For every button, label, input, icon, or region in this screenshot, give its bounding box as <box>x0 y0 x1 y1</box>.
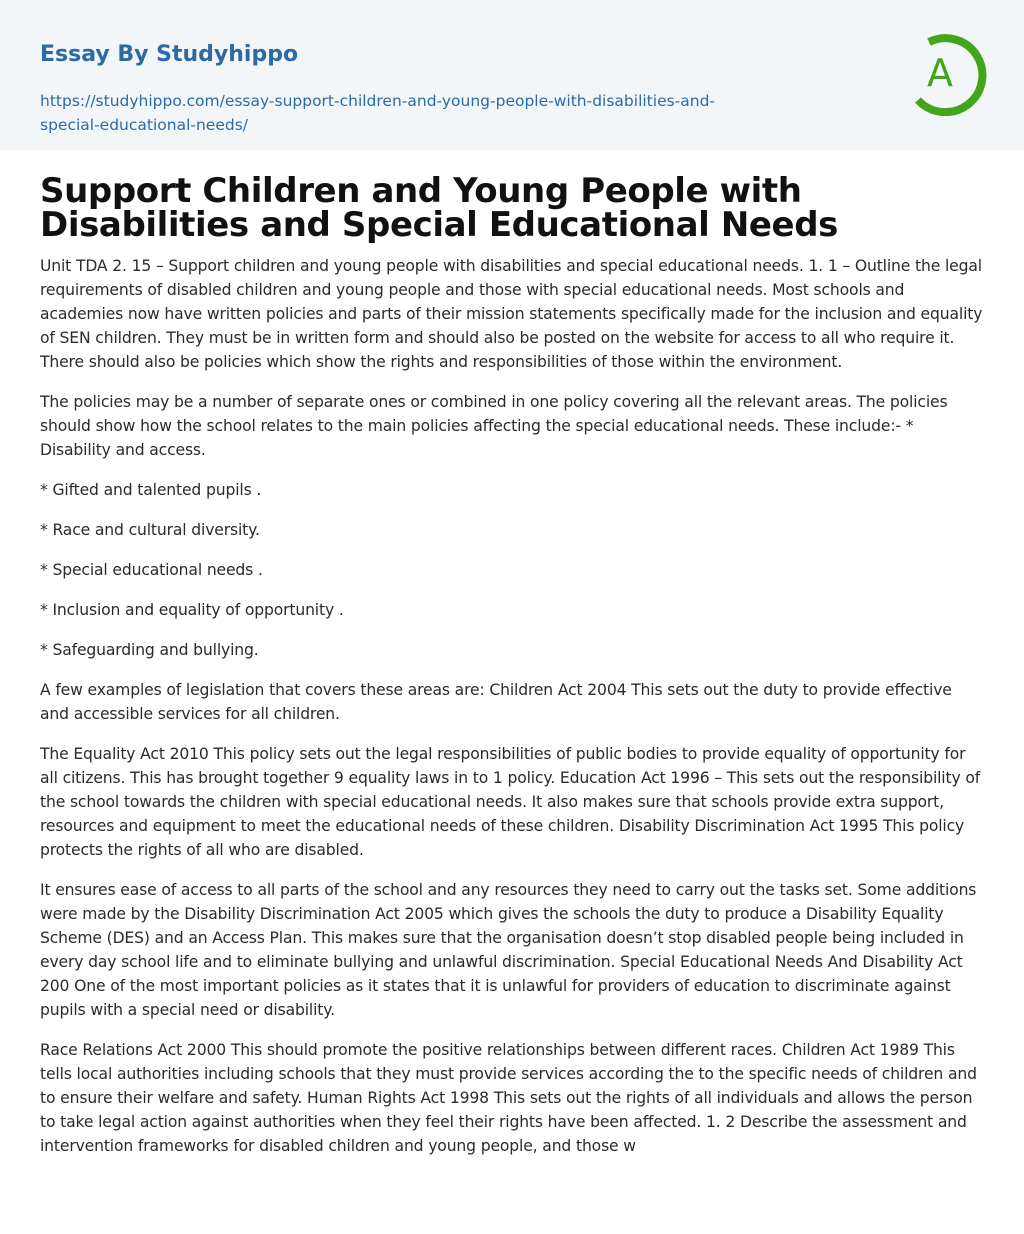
article-paragraph: Race Relations Act 2000 This should promote the positive relationships between different races. Children Act 1989 This tells local authorities including schools that they must provide services according the to the specific needs of children and to ensure their welfare and safety. Human Rights Act 1998 This sets out the rights of all individuals and allows the person to take legal action against authorities when they feel their rights have been affected. 1. 2 Describe the assessment and intervention frameworks for disabled children and young people, and those w <box>40 1041 977 1155</box>
article-list-item: * Special educational needs . <box>40 561 263 579</box>
article-paragraph: The Equality Act 2010 This policy sets out the legal responsibilities of public bodies to provide equality of opportunity for all citizens. This has brought together 9 equality laws in to 1 policy. Education Act 1996 – This sets out the responsibility of the school towards the children with special educational needs. It also makes sure that schools provide extra support, resources and equipment to meet the educational needs of these children. Disability Discrimination Act 1995 This policy protects the rights of all who are disabled. <box>40 745 981 859</box>
article-paragraph: The policies may be a number of separate ones or combined in one policy covering all the relevant areas. The policies should show how the school relates to the main policies affecting the special educational needs. These include:- * Disability and access. <box>40 393 948 459</box>
article-paragraph: It ensures ease of access to all parts of the school and any resources they need to carry out the tasks set. Some additions were made by the Disability Discrimination Act 2005 which gives the schools the duty to produce a Disability Equality Scheme (DES) and an Access Plan. This makes sure that the organisation doesn’t stop disabled people being included in every day school life and to eliminate bullying and unlawful discrimination. Special Educational Needs And Disability Act 200 One of the most important policies as it states that it is unlawful for providers of education to discriminate against pupils with a special need or disability. <box>40 881 977 1019</box>
article-list-item: * Safeguarding and bullying. <box>40 641 259 659</box>
article-list-item: * Gifted and talented pupils . <box>40 481 262 499</box>
essay-url-link[interactable] <box>40 89 800 137</box>
essay-url-line-2: special-educational-needs/ <box>40 116 249 134</box>
logo-letter: A <box>927 51 953 95</box>
site-brand[interactable]: Essay By Studyhippo <box>40 42 299 67</box>
article-paragraph: Unit TDA 2. 15 – Support children and young people with disabilities and special educational needs. 1. 1 – Outline the legal requirements of disabled children and young people and those with special educational needs. Most schools and academies now have written policies and parts of their mission statements specifically made for the inclusion and equality of SEN children. They must be in written form and should also be posted on the website for access to all who require it. There should also be policies which show the rights and responsibilities of those within the environment. <box>40 257 983 371</box>
site-header <box>0 0 1024 150</box>
article-list-item: * Race and cultural diversity. <box>40 521 260 539</box>
article-list-item: * Inclusion and equality of opportunity . <box>40 601 344 619</box>
essay-url-line-1: https://studyhippo.com/essay-support-children-and-young-people-with-disabilities-and- <box>40 92 716 110</box>
article-title: Support Children and Young People with Disabilities and Special Educational Needs <box>40 171 838 245</box>
studyhippo-logo-icon <box>910 28 988 116</box>
article <box>0 171 1024 1158</box>
article-paragraph: A few examples of legislation that covers these areas are: Children Act 2004 This sets out the duty to provide effective and accessible services for all children. <box>40 681 952 723</box>
